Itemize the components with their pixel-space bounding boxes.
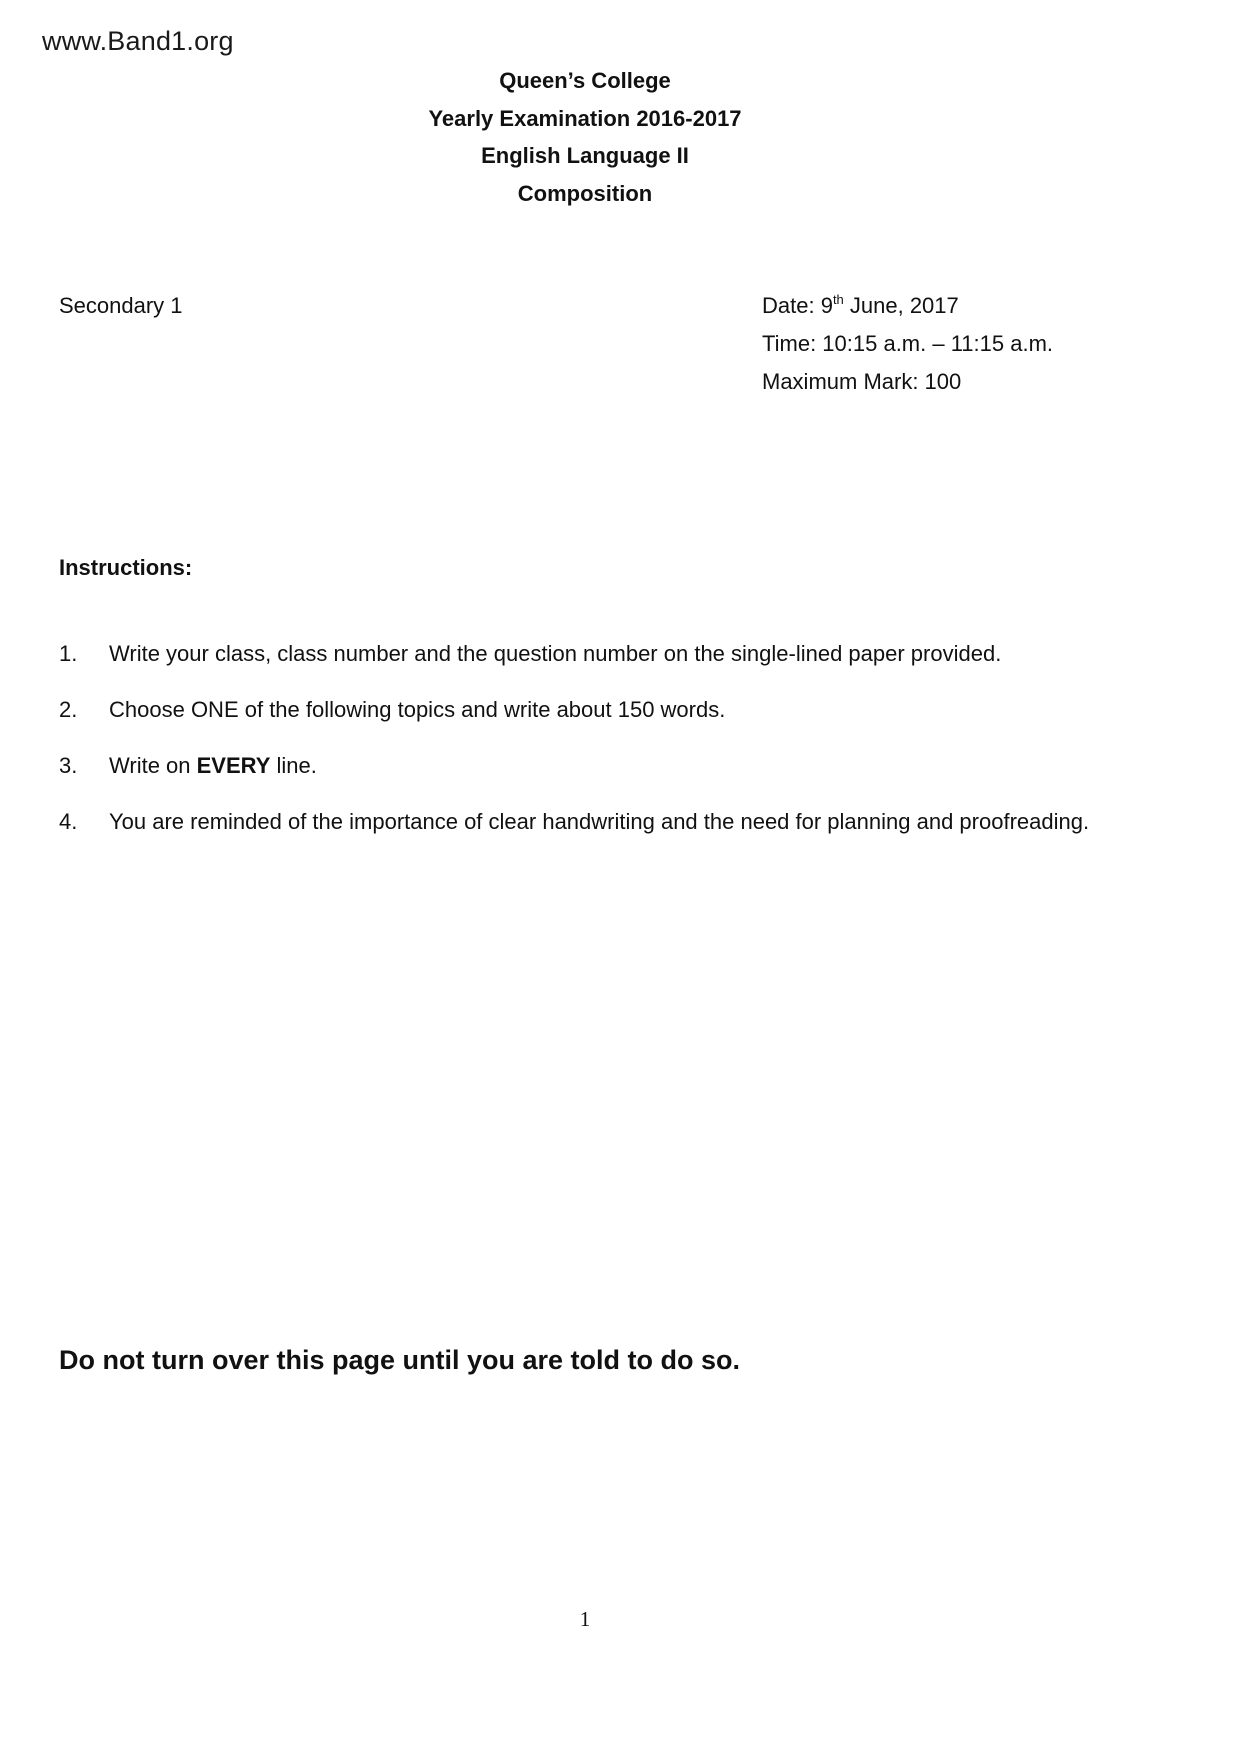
- date-suffix: June, 2017: [843, 293, 959, 318]
- instruction-item: [59, 626, 1109, 682]
- watermark-text: www.Band1.org: [42, 26, 234, 56]
- page-number: 1: [579, 1607, 591, 1631]
- level-label: Secondary 1: [59, 293, 183, 318]
- instruction-text-before: Write on: [109, 753, 197, 778]
- instruction-item: [59, 682, 1109, 738]
- meta-left: [59, 287, 183, 325]
- instruction-number: 1.: [59, 641, 78, 666]
- instructions-heading: Instructions:: [59, 555, 193, 580]
- instruction-number: 4.: [59, 809, 78, 834]
- school-name: Queen’s College: [499, 68, 671, 93]
- instructions-list: [59, 626, 1109, 850]
- exam-title: Yearly Examination 2016-2017: [428, 105, 742, 131]
- instruction-item: [59, 794, 1109, 850]
- date-superscript: th: [832, 292, 844, 307]
- instruction-text: You are reminded of the importance of clear handwriting and the need for planning and proofreading.: [109, 809, 1090, 834]
- instruction-text: Choose ONE of the following topics and write about 150 words.: [109, 697, 726, 722]
- warning-text: Do not turn over this page until you are told to do so.: [59, 1345, 740, 1375]
- instruction-number: 2.: [59, 697, 78, 722]
- meta-right: [762, 287, 1053, 401]
- instruction-item: [59, 738, 1109, 794]
- max-mark: Maximum Mark: 100: [762, 369, 962, 394]
- exam-date: [762, 287, 1053, 325]
- instruction-text-after: line.: [270, 753, 317, 778]
- instruction-text: [109, 738, 1109, 794]
- document-header: [0, 62, 1170, 212]
- paper-title: Composition: [517, 180, 653, 206]
- exam-time: Time: 10:15 a.m. – 11:15 a.m.: [762, 331, 1054, 356]
- subject-title: English Language II: [481, 143, 689, 168]
- date-prefix: Date: 9: [762, 293, 833, 318]
- instruction-number: 3.: [59, 753, 78, 778]
- instruction-emphasis: EVERY: [196, 753, 271, 778]
- instruction-text: Write your class, class number and the question number on the single-lined paper provided.: [109, 641, 1002, 666]
